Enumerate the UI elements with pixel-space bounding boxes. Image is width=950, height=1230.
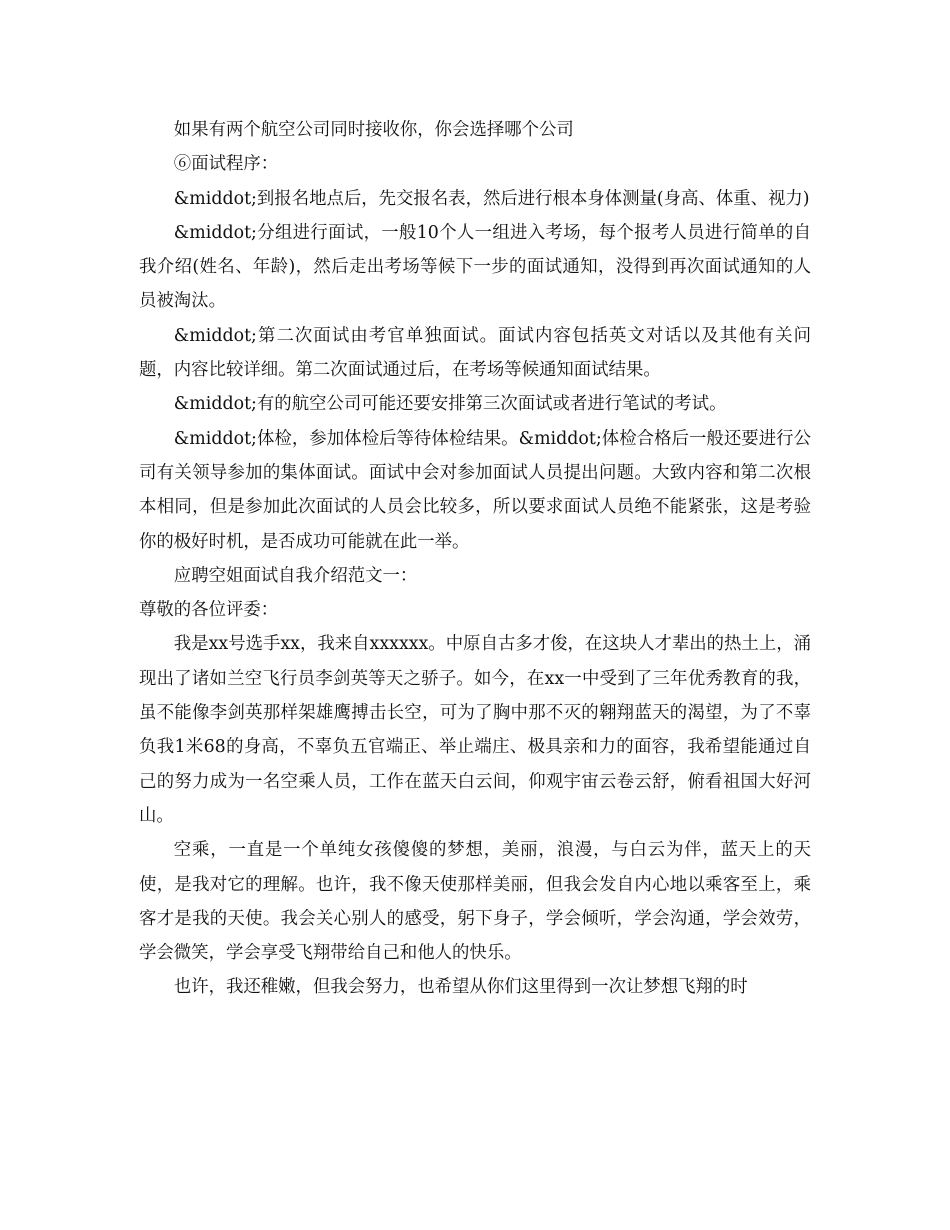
paragraph-airline-choice-question: 如果有两个航空公司同时接收你，你会选择哪个公司	[173, 120, 574, 140]
paragraph-medical-exam-step: &middot;体检，参加体检后等待体检结果。&middot;体检合格后一般还要进行公司有关领导参加的集体面试。面试中会对参加面试人员提出问题。大致内容和第二次根本相同，但是参加此次面试的人员会比较多，所以要求面试人员绝不能紧张，这是考验你的极好时机，是否成功可能就在此一举。	[139, 428, 811, 552]
paragraph-interview-procedure-heading: ⑥面试程序：	[173, 154, 279, 175]
paragraph-sample-heading: 应聘空姐面试自我介绍范文一：	[173, 565, 418, 586]
paragraph-registration-step: &middot;到报名地点后，先交报名表，然后进行根本身体测量(身高、体重、视力)	[173, 188, 810, 209]
paragraph-third-interview-step: &middot;有的航空公司可能还要安排第三次面试或者进行笔试的考试。	[173, 394, 727, 415]
paragraph-group-interview-step: &middot;分组进行面试，一般10个人一组进入考场，每个报考人员进行简单的自我介绍(姓名、年龄)，然后走出考场等候下一步的面试通知，没得到再次面试通知的人员被淘汰。	[139, 222, 811, 312]
paragraph-flight-attendant-dream: 空乘，一直是一个单纯女孩傻傻的梦想，美丽，浪漫，与白云为伴，蓝天上的天使，是我对它的理解。也许，我不像天使那样美丽，但我会发自内心地以乘客至上，乘客才是我的天使。我会关心别人的感受，躬下身子，学会倾听，学会沟通，学会效劳，学会微笑，学会享受飞翔带给自己和他人的快乐。	[139, 840, 811, 964]
paragraph-closing-hope: 也许，我还稚嫩，但我会努力，也希望从你们这里得到一次让梦想飞翔的时	[173, 977, 748, 998]
paragraph-second-interview-step: &middot;第二次面试由考官单独面试。面试内容包括英文对话以及其他有关问题，内容比较详细。第二次面试通过后，在考场等候通知面试结果。	[139, 325, 811, 381]
document-body	[139, 113, 811, 1005]
paragraph-self-introduction: 我是xx号选手xx，我来自xxxxxx。中原自古多才俊，在这块人才辈出的热土上，涌现出了诸如兰空飞行员李剑英等天之骄子。如今，在xx一中受到了三年优秀教育的我，虽不能像李剑英那样架雄鹰搏击长空，可为了胸中那不灭的翱翔蓝天的渴望，为了不辜负我1米68的身高，不辜负五官端正、举止端庄、极具亲和力的面容，我希望能通过自己的努力成为一名空乘人员，工作在蓝天白云间，仰观宇宙云卷云舒，俯看祖国大好河山。	[139, 634, 811, 826]
paragraph-salutation: 尊敬的各位评委：	[139, 600, 279, 621]
